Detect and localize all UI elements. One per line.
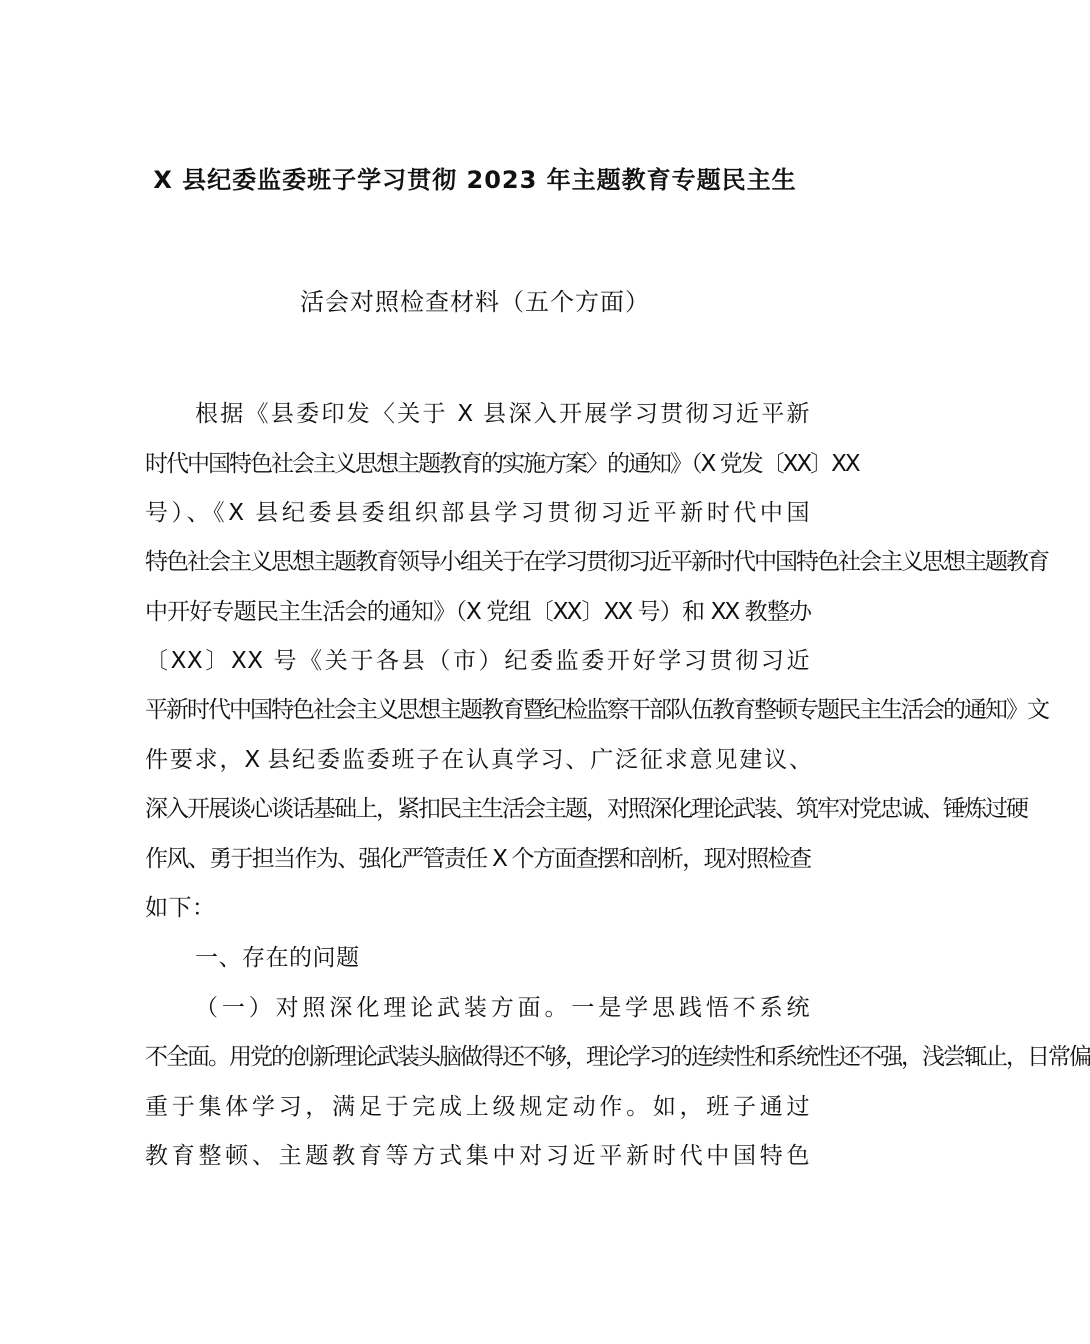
body-line-15: 教育整顿、主题教育等方式集中对习近平新时代中国特色 [145, 1143, 810, 1169]
body-line-11: 如下： [145, 895, 216, 921]
body-line-8: 件要求，X 县纪委监委班子在认真学习、广泛征求意见建议、 [145, 747, 810, 773]
body-line-3: 号）、《X 县纪委县委组织部县学习贯彻习近平新时代中国 [145, 500, 810, 526]
body-line-4: 特色社会主义思想主题教育领导小组关于在学习贯彻习近平新时代中国特色社会主义思想主题教育 [145, 549, 1048, 575]
body-line-12: （一）对照深化理论武装方面。一是学思践悟不系统 [195, 995, 810, 1021]
body-line-6: 〔XX〕XX 号《关于各县（市）纪委监委开好学习贯彻习近 [145, 648, 810, 674]
body-line-7: 平新时代中国特色社会主义思想主题教育暨纪检监察干部队伍教育整顿专题民主生活会的通知》文 [145, 697, 1048, 723]
body-line-5: 中开好专题民主生活会的通知》（X 党组〔XX〕XX 号）和 XX 教整办 [145, 599, 810, 625]
document-title-line-1: X 县纪委监委班子学习贯彻 2023 年主题教育专题民主生 [153, 166, 797, 194]
body-line-9: 深入开展谈心谈话基础上，紧扣民主生活会主题，对照深化理论武装、筑牢对党忠诚、锤炼过硬 [145, 796, 1027, 822]
section-heading: 一、存在的问题 [195, 945, 360, 971]
document-title-line-2: 活会对照检查材料（五个方面） [300, 288, 650, 316]
body-line-2: 时代中国特色社会主义思想主题教育的实施方案〉的通知》（X 党发〔XX〕XX [145, 451, 859, 477]
body-line-10: 作风、勇于担当作为、强化严管责任 X 个方面查摆和剖析，现对照检查 [145, 846, 810, 872]
body-line-13: 不全面。用党的创新理论武装头脑做得还不够，理论学习的连续性和系统性还不强，浅尝辄止，日常偏 [145, 1044, 1090, 1070]
body-line-1: 根据《县委印发〈关于 X 县深入开展学习贯彻习近平新 [195, 401, 810, 427]
body-line-14: 重于集体学习，满足于完成上级规定动作。如，班子通过 [145, 1094, 810, 1120]
